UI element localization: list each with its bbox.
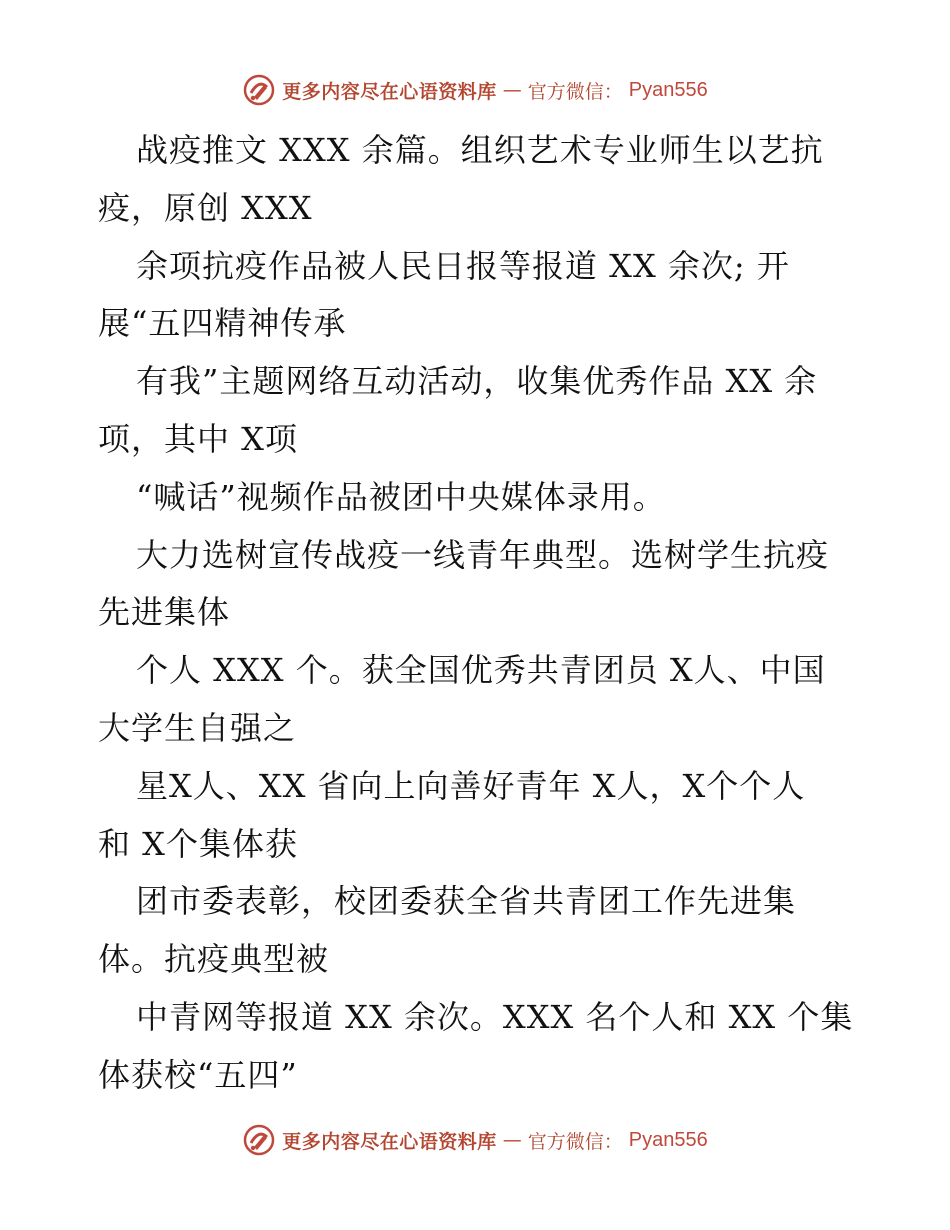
footer-wechat-id: Pyan556 bbox=[628, 1128, 708, 1151]
body-line: 展“五四精神传承 bbox=[98, 304, 347, 343]
body-line: 项，其中 X项 bbox=[98, 419, 298, 458]
body-line: 战疫推文 XXX 余篇。组织艺术专业师生以艺抗 bbox=[136, 131, 824, 169]
pen-swirl-logo-icon bbox=[242, 73, 276, 107]
body-line: 余项抗疫作品被人民日报等报道 XX 余次; 开 bbox=[136, 246, 790, 285]
body-line: 中青网等报道 XX 余次。XXX 名个人和 XX 个集 bbox=[136, 997, 854, 1036]
body-line: 和 X个集体获 bbox=[98, 824, 298, 863]
header-banner-inner bbox=[242, 73, 708, 107]
header-separator: — bbox=[502, 79, 522, 101]
body-line: 体获校“五四” bbox=[98, 1055, 298, 1094]
body-line: “喊话”视频作品被团中央媒体录用。 bbox=[136, 477, 666, 516]
footer-banner-inner bbox=[242, 1123, 708, 1157]
body-line: 团市委表彰，校团委获全省共青团工作先进集 bbox=[136, 882, 797, 921]
body-line: 先进集体 bbox=[98, 593, 231, 632]
header-wechat-label: 官方微信： bbox=[527, 80, 623, 103]
footer-brand-text: 更多内容尽在心语资料库 bbox=[282, 1130, 497, 1153]
body-line: 体。抗疫典型被 bbox=[98, 940, 330, 979]
body-line: 有我”主题网络互动活动，收集优秀作品 XX 余 bbox=[136, 362, 818, 401]
body-line: 星X人、XX 省向上向善好青年 X人，X个个人 bbox=[136, 766, 806, 805]
body-line: 大学生自强之 bbox=[98, 708, 297, 747]
header-wechat-id: Pyan556 bbox=[628, 78, 708, 101]
footer-separator: — bbox=[502, 1129, 522, 1151]
body-line: 疫，原创 XXX bbox=[98, 188, 313, 227]
document-body bbox=[98, 122, 858, 1105]
body-line: 个人 XXX 个。获全国优秀共青团员 X人、中国 bbox=[136, 651, 826, 690]
body-line: 大力选树宣传战疫一线青年典型。选树学生抗疫 bbox=[136, 535, 830, 574]
header-brand-text: 更多内容尽在心语资料库 bbox=[282, 80, 497, 103]
footer-banner bbox=[0, 1120, 950, 1160]
header-banner bbox=[0, 70, 950, 110]
pen-swirl-logo-icon bbox=[242, 1123, 276, 1157]
footer-wechat-label: 官方微信： bbox=[527, 1130, 623, 1153]
